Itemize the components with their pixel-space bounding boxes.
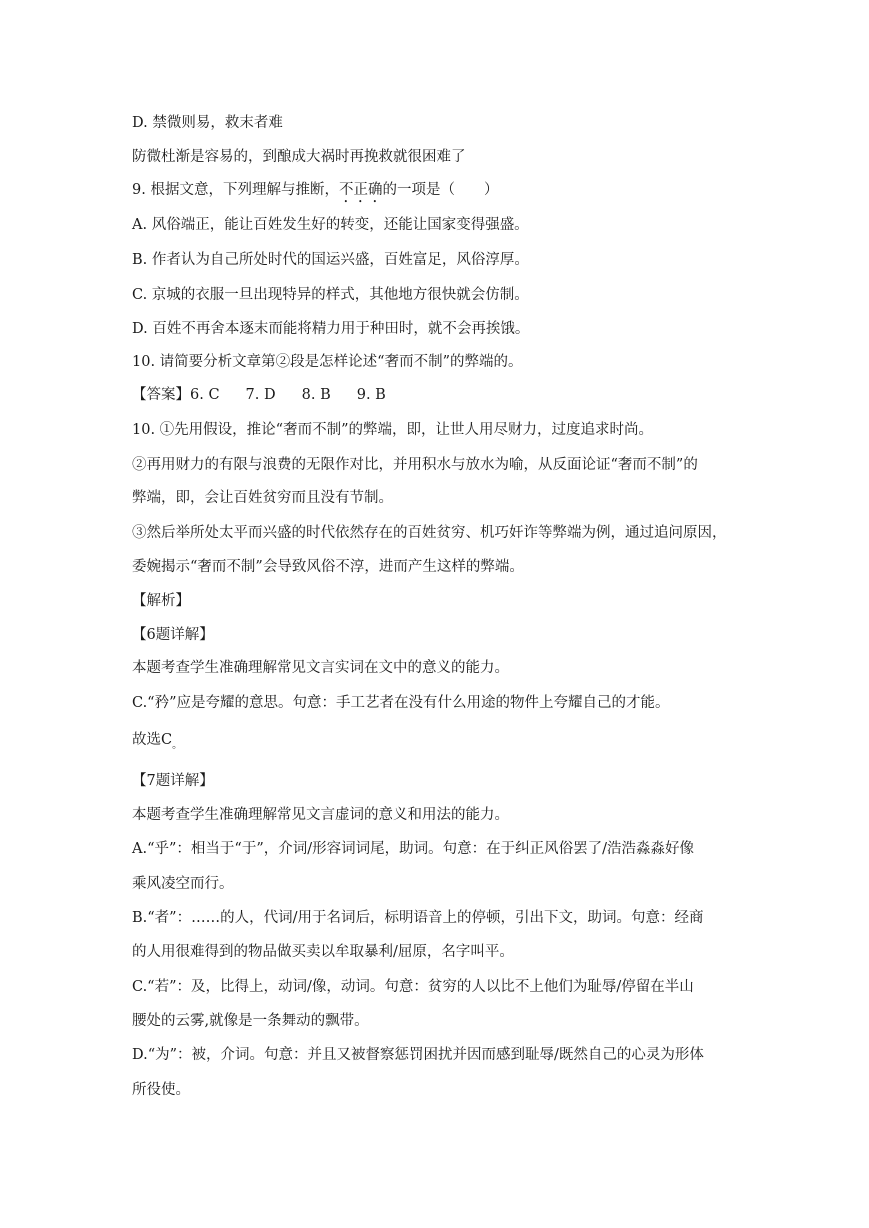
q7-detail-intro: 本题考查学生准确理解常见文言虚词的意义和用法的能力。 bbox=[132, 807, 509, 823]
question-9-emphasis: 不正确 bbox=[338, 182, 383, 198]
question-9-prefix: 9. 根据文意，下列理解与推断， bbox=[132, 182, 339, 198]
q7-option-c-line2: 腰处的云雾,就像是一条舞动的飘带。 bbox=[132, 1013, 369, 1029]
q6-conclusion bbox=[132, 730, 772, 756]
answer-9: 9. B bbox=[356, 387, 386, 403]
q9-option-c: C. 京城的衣服一旦出现特异的样式，其他地方很快就会仿制。 bbox=[132, 287, 529, 303]
question-9 bbox=[132, 180, 772, 206]
answer-10-part3: ③然后举所处太平而兴盛的时代依然存在的百姓贫穷、机巧奸诈等弊端为例，通过追问原因， bbox=[132, 525, 727, 541]
q7-option-d-line1: D.“为”：被，介词。句意：并且又被督察惩罚困扰并因而感到耻辱/既然自己的心灵为形体 bbox=[132, 1047, 704, 1063]
q7-option-d-line2: 所役使。 bbox=[132, 1082, 190, 1098]
q6-detail-intro: 本题考查学生准确理解常见文言实词在文中的意义的能力。 bbox=[132, 660, 509, 676]
question-9-suffix: 的一项是（ ） bbox=[382, 182, 499, 198]
q7-detail-heading: 【7题详解】 bbox=[132, 773, 214, 789]
q7-option-a-line2: 乘风凌空而行。 bbox=[132, 876, 234, 892]
analysis-heading: 【解析】 bbox=[132, 593, 190, 609]
answer-10-part2-cont: 弊端，即，会让百姓贫穷而且没有节制。 bbox=[132, 490, 393, 506]
q7-option-a-line1: A.“乎”：相当于“于”，介词/形容词词尾，助词。句意：在于纠正风俗罢了/浩浩淼淼好像 bbox=[132, 841, 694, 857]
answer-10-part2: ②再用财力的有限与浪费的无限作对比，并用积水与放水为喻，从反面论证“奢而不制”的 bbox=[132, 457, 698, 473]
q6-detail-heading: 【6题详解】 bbox=[132, 627, 214, 643]
q9-option-a: A. 风俗端正，能让百姓发生好的转变，还能让国家变得强盛。 bbox=[132, 217, 529, 233]
option-d-text: D. 禁微则易，救末者难 bbox=[132, 115, 283, 131]
option-d-translation: 防微杜渐是容易的，到酿成大祸时再挽救就很困难了 bbox=[132, 149, 466, 165]
answer-key bbox=[132, 385, 772, 405]
q6-conclusion-period: 。 bbox=[172, 740, 183, 751]
q7-option-b-line2: 的人用很难得到的物品做买卖以牟取暴利/屈原，名字叫平。 bbox=[132, 944, 514, 960]
q9-option-d: D. 百姓不再舍本逐末而能将精力用于种田时，就不会再挨饿。 bbox=[132, 321, 530, 337]
answer-8: 8. B bbox=[301, 387, 331, 403]
q7-option-c-line1: C.“若”：及，比得上，动词/像，动词。句意：贫穷的人以比不上他们为耻辱/停留在半山 bbox=[132, 979, 694, 995]
q7-option-b-line1: B.“者”：……的人，代词/用于名词后，标明语音上的停顿，引出下文，助词。句意：经商 bbox=[132, 910, 704, 926]
answer-7: 7. D bbox=[245, 387, 276, 403]
answer-label: 【答案】6. C bbox=[132, 387, 220, 403]
q6-detail-explanation: C.“矜”应是夸耀的意思。句意：手工艺者在没有什么用途的物件上夸耀自己的才能。 bbox=[132, 695, 670, 711]
answer-10-part3-cont: 委婉揭示“奢而不制”会导致风俗不淳，进而产生这样的弊端。 bbox=[132, 559, 524, 575]
answer-10-part1: 10. ①先用假设，推论“奢而不制”的弊端，即，让世人用尽财力，过度追求时尚。 bbox=[132, 422, 653, 438]
question-10: 10. 请简要分析文章第②段是怎样论述“奢而不制”的弊端的。 bbox=[132, 354, 523, 370]
q9-option-b: B. 作者认为自己所处时代的国运兴盛，百姓富足，风俗淳厚。 bbox=[132, 252, 529, 268]
q6-conclusion-text: 故选C bbox=[132, 732, 173, 748]
